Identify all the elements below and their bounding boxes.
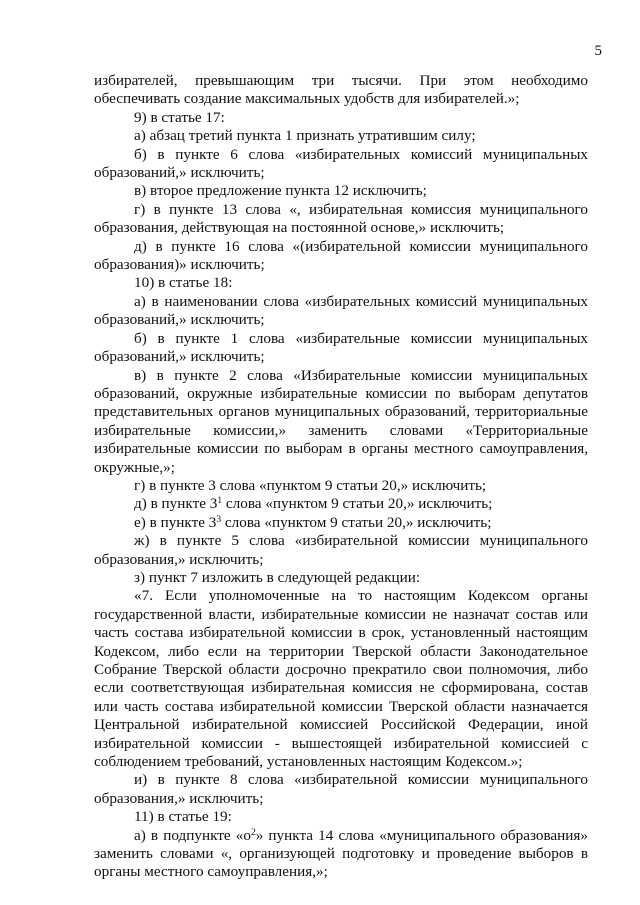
paragraph: д) в пункте 16 слова «(избирательной комиссии муниципального образования)» исключить; <box>94 237 588 274</box>
paragraph <box>94 514 588 532</box>
paragraph: 11) в статье 19: <box>134 808 232 826</box>
page-number: 5 <box>594 43 602 59</box>
superscript: 2 <box>250 827 256 838</box>
paragraph-text: » пункта 14 слова «муниципального образования» заменить словами «, организующей подготовку и проведение выборов в органы местного самоуправления,»; <box>94 826 589 881</box>
paragraph: б) в пункте 6 слова «избирательных комиссий муниципальных образований,» исключить; <box>94 145 588 182</box>
paragraph-text: а) в подпункте «о <box>134 826 251 844</box>
document-body <box>94 72 588 882</box>
paragraph-text: слова «пунктом 9 статьи 20,» исключить; <box>222 495 493 513</box>
paragraph: «7. Если уполномоченные на то настоящим Кодексом органы государственной власти, избирательные комиссии не назначат состав или часть состава избирательной комиссии в срок, установленный настоящим Кодексом, либо если на территории Тверской области Законодательное Собрание Тверской области досрочно прекратило свои полномочия, либо если соответствующая избирательная комиссия не сформирована, состав или часть состава избирательной комиссии Тверской области назначается Центральной избирательной комиссией Российской Федерации, иной избирательной комиссии - вышестоящей избирательной комиссией с соблюдением требований, установленных настоящим Кодексом.»; <box>94 587 588 771</box>
paragraph-text: слова «пунктом 9 статьи 20,» исключить; <box>221 513 492 531</box>
paragraph-text: е) в пункте 3 <box>134 513 217 531</box>
paragraph-text: д) в пункте 3 <box>134 495 218 513</box>
paragraph: а) абзац третий пункта 1 признать утратившим силу; <box>134 127 476 145</box>
paragraph: з) пункт 7 изложить в следующей редакции: <box>134 568 421 586</box>
paragraph: а) в наименовании слова «избирательных комиссий муниципальных образований,» исключить; <box>94 292 588 329</box>
paragraph: и) в пункте 8 слова «избирательной комиссии муниципального образования,» исключить; <box>94 771 588 807</box>
paragraph <box>94 495 588 513</box>
paragraph <box>94 827 588 882</box>
paragraph: г) в пункте 13 слова «, избирательная комиссия муниципального образования, действующая на постоянной основе,» исключить; <box>94 200 588 237</box>
paragraph: в) в пункте 2 слова «Избирательные комиссии муниципальных образований, окружные избирательные комиссии по выборам депутатов представительных органов муниципальных образований, территориальные избирательные комиссии,» заменить словами «Территориальные избирательные комиссии по выборам в органы местного самоуправления, окружные,»; <box>94 366 588 476</box>
paragraph: ж) в пункте 5 слова «избирательной комиссии муниципального образования,» исключить; <box>94 532 588 568</box>
paragraph: 9) в статье 17: <box>134 108 225 126</box>
superscript: 1 <box>217 496 223 507</box>
paragraph: 10) в статье 18: <box>134 274 233 292</box>
superscript: 3 <box>216 514 222 525</box>
paragraph: в) второе предложение пункта 12 исключить; <box>134 182 427 200</box>
paragraph: б) в пункте 1 слова «избирательные комиссии муниципальных образований,» исключить; <box>94 329 588 366</box>
paragraph: избирателей, превышающим три тысячи. При этом необходимо обеспечивать создание максимальных удобств для избирателей.»; <box>94 72 588 108</box>
paragraph: г) в пункте 3 слова «пунктом 9 статьи 20,» исключить; <box>134 476 487 494</box>
